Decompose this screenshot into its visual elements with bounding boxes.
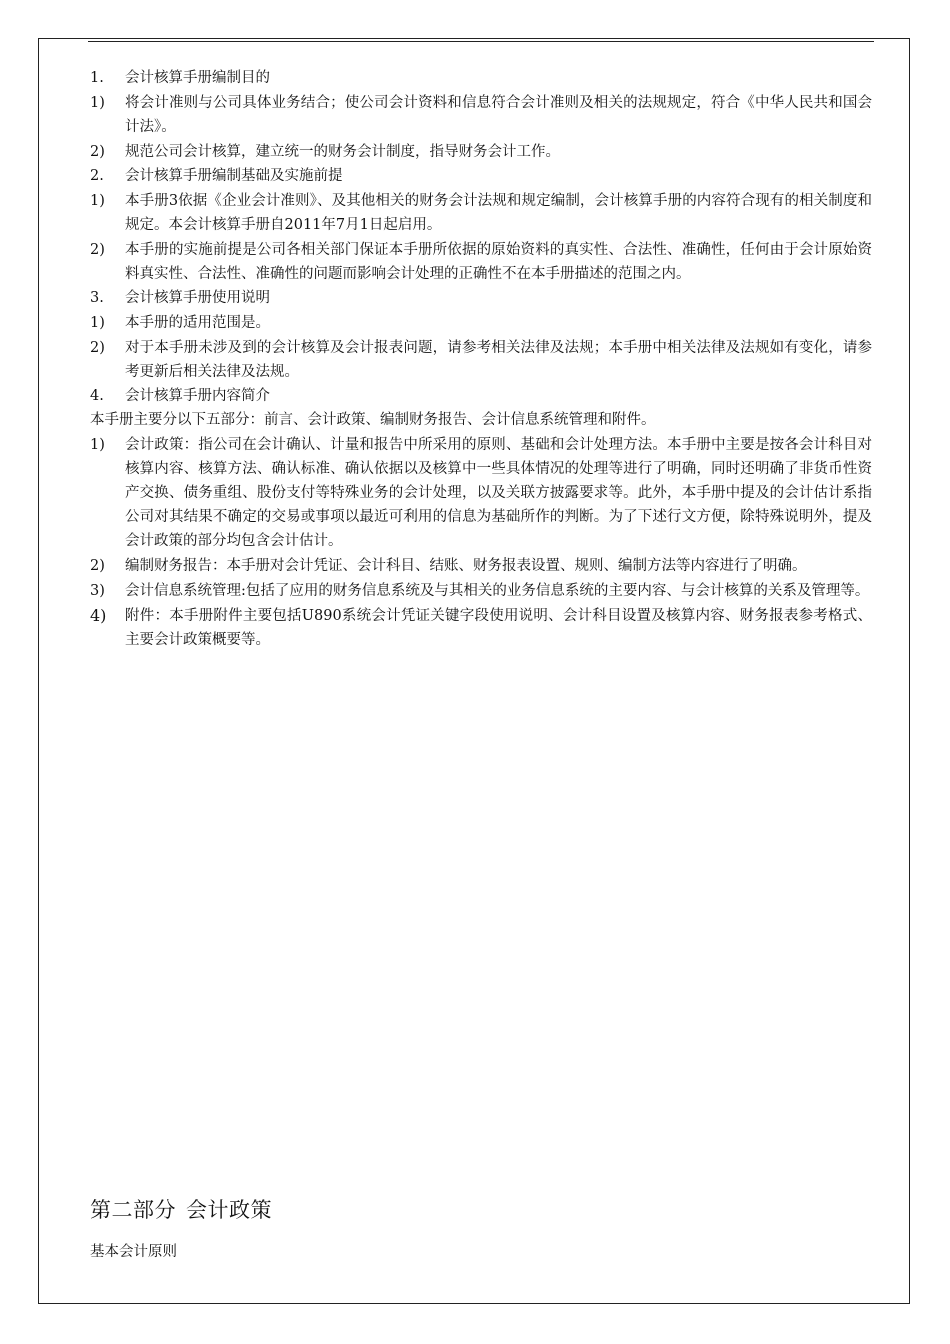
item-text: 将会计准则与公司具体业务结合；使公司会计资料和信息符合会计准则及相关的法规规定，符合《中华人民共和国会计法》。	[125, 95, 872, 135]
section-title: 会计核算手册内容简介	[125, 388, 270, 404]
item-number: 1)	[90, 193, 105, 209]
item-number: 2)	[90, 242, 105, 258]
document-body	[90, 66, 872, 652]
item-text: 编制财务报告：本手册对会计凭证、会计科目、结账、财务报表设置、规则、编制方法等内容进行了明确。	[125, 558, 807, 574]
list-item	[90, 311, 872, 335]
section-number: 2.	[90, 168, 104, 184]
item-text: 本手册的实施前提是公司各相关部门保证本手册所依据的原始资料的真实性、合法性、准确性，任何由于会计原始资料真实性、合法性、准确性的问题而影响会计处理的正确性不在本手册描述的范围之内。	[125, 242, 872, 282]
section-number: 1.	[90, 70, 104, 86]
item-number: 4)	[90, 606, 107, 625]
item-text: 会计信息系统管理:包括了应用的财务信息系统及与其相关的业务信息系统的主要内容、与会计核算的关系及管理等。	[125, 583, 870, 599]
part-subtitle: 基本会计原则	[90, 1244, 177, 1260]
item-text: 规范公司会计核算，建立统一的财务会计制度，指导财务会计工作。	[125, 144, 560, 160]
part-title-name: 会计政策	[186, 1198, 272, 1222]
item-number: 2)	[90, 144, 105, 160]
section-number: 4.	[90, 388, 104, 404]
list-item	[90, 579, 872, 603]
list-item	[90, 189, 872, 237]
item-number: 3)	[90, 583, 105, 599]
item-text: 对于本手册未涉及到的会计核算及会计报表问题，请参考相关法律及法规；本手册中相关法律及法规如有变化，请参考更新后相关法律及法规。	[125, 340, 872, 380]
item-text: 会计政策：指公司在会计确认、计量和报告中所采用的原则、基础和会计处理方法。本手册中主要是按各会计科目对核算内容、核算方法、确认标准、确认依据以及核算中一些具体情况的处理等进行了明确，同时还明确了非货币性资产交换、债务重组、股份支付等特殊业务的会计处理，以及关联方披露要求等。此外，本手册中提及的会计估计系指公司对其结果不确定的交易或事项以最近可利用的信息为基础所作的判断。为了下述行文方便，除特殊说明外，提及会计政策的部分均包含会计估计。	[125, 437, 872, 549]
list-item	[90, 91, 872, 139]
part-title-number: 第二部分	[90, 1198, 176, 1222]
item-text: 本手册3依据《企业会计准则》、及其他相关的财务会计法规和规定编制，会计核算手册的内容符合现有的相关制度和规定。本会计核算手册自2011年7月1日起启用。	[125, 193, 872, 233]
list-item	[90, 238, 872, 286]
item-number: 2)	[90, 340, 105, 356]
item-number: 2)	[90, 558, 105, 574]
item-number: 1)	[90, 437, 105, 453]
section-heading-3	[90, 286, 872, 310]
item-text: 本手册的适用范围是。	[125, 315, 270, 331]
list-item	[90, 554, 872, 578]
section-number: 3.	[90, 290, 104, 306]
list-item	[90, 433, 872, 553]
list-item	[90, 604, 872, 652]
section-title: 会计核算手册使用说明	[125, 290, 270, 306]
header-rule	[88, 41, 874, 42]
list-item	[90, 336, 872, 384]
item-number: 1)	[90, 315, 105, 331]
section-heading-4	[90, 384, 872, 408]
item-number: 1)	[90, 95, 105, 111]
item-text: 附件：本手册附件主要包括U890系统会计凭证关键字段使用说明、会计科目设置及核算内容、财务报表参考格式、主要会计政策概要等。	[125, 608, 872, 648]
section-title: 会计核算手册编制基础及实施前提	[125, 168, 343, 184]
section-intro: 本手册主要分以下五部分：前言、会计政策、编制财务报告、会计信息系统管理和附件。	[90, 412, 656, 428]
list-item	[90, 140, 872, 164]
part-title	[90, 1195, 272, 1225]
section-title: 会计核算手册编制目的	[125, 70, 270, 86]
section-heading-1	[90, 66, 872, 90]
section-heading-2	[90, 164, 872, 188]
